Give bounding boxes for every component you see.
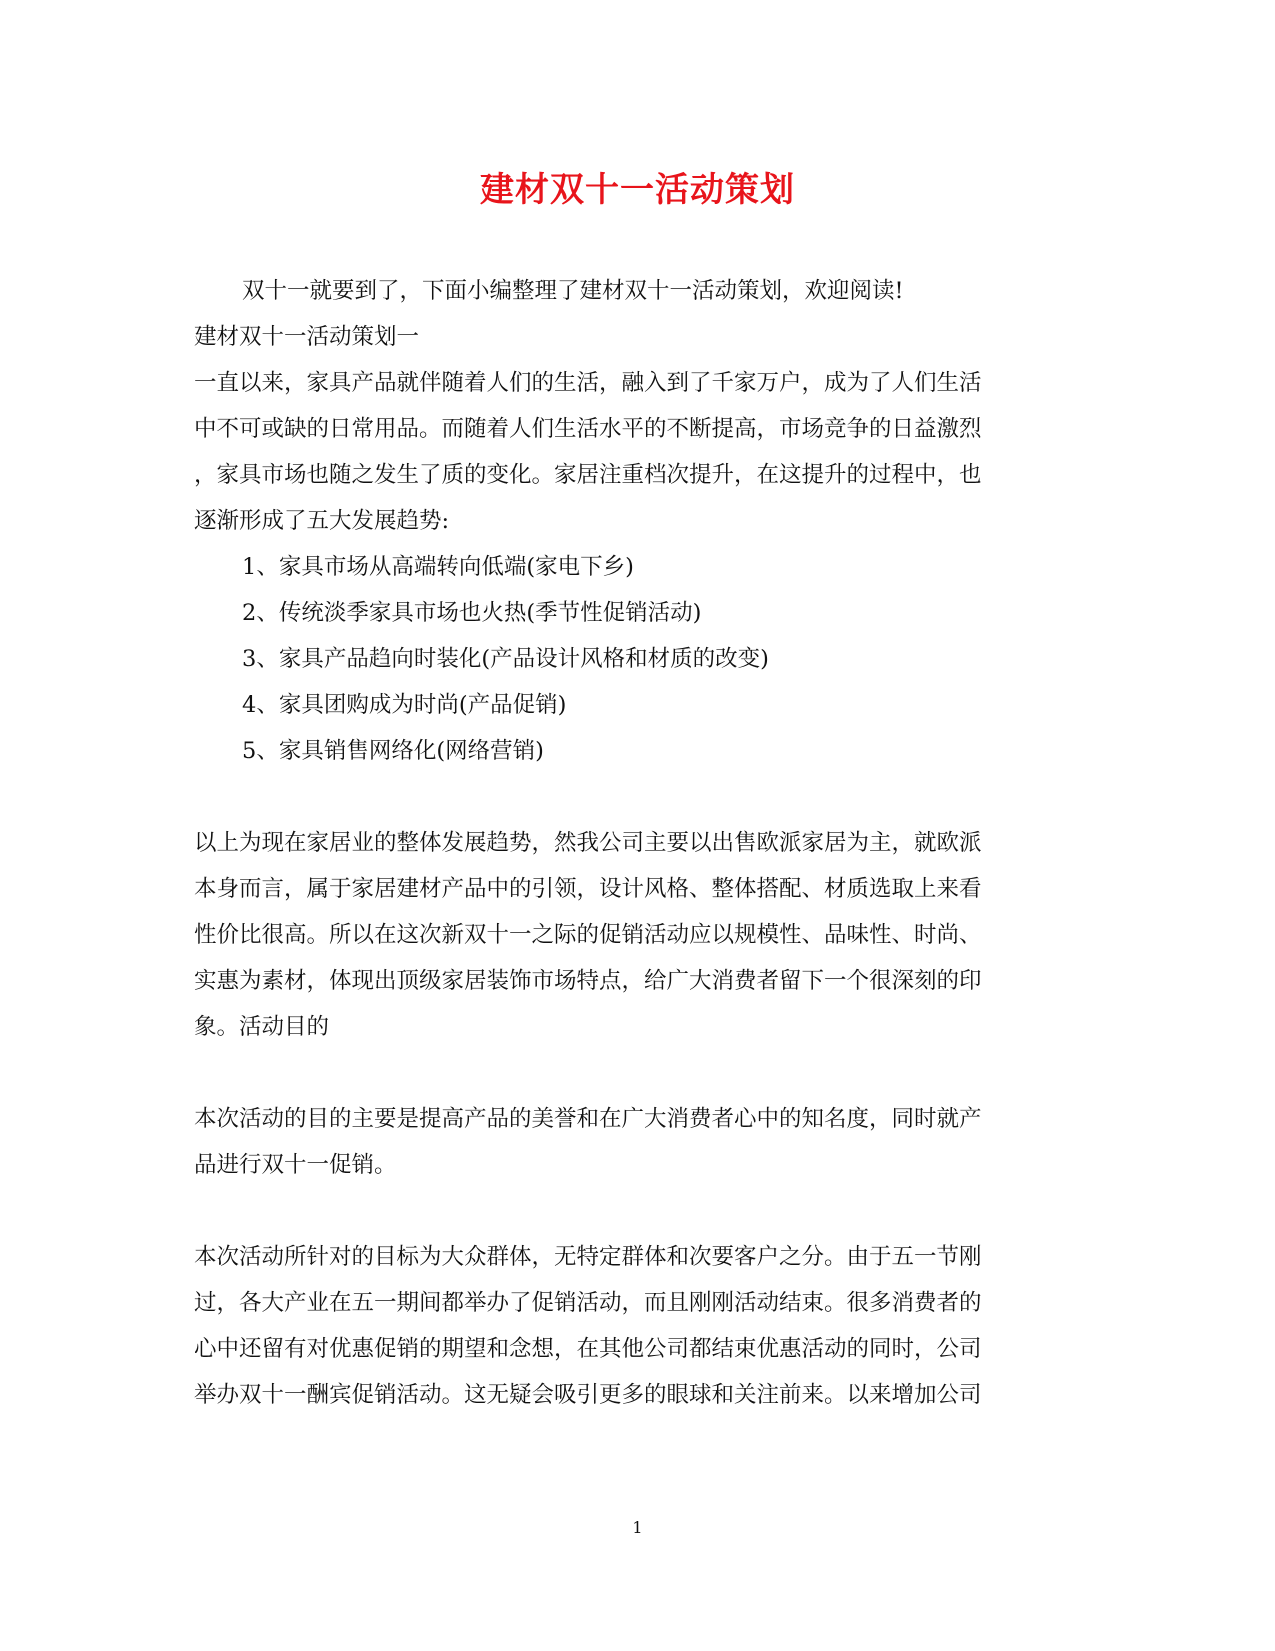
paragraph-1-line: 一直以来，家具产品就伴随着人们的生活，融入到了千家万户，成为了人们生活: [194, 370, 982, 396]
paragraph-1-line: 中不可或缺的日常用品。而随着人们生活水平的不断提高，市场竞争的日益激烈: [194, 416, 982, 442]
trend-list-item: 5、家具销售网络化(网络营销): [242, 738, 544, 764]
paragraph-2-line: 性价比很高。所以在这次新双十一之际的促销活动应以规模性、品味性、时尚、: [194, 922, 982, 948]
trend-list-item: 4、家具团购成为时尚(产品促销): [242, 692, 567, 718]
paragraph-3-line: 本次活动的目的主要是提高产品的美誉和在广大消费者心中的知名度，同时就产: [194, 1106, 982, 1132]
paragraph-1-line: 逐渐形成了五大发展趋势:: [194, 508, 450, 534]
paragraph-2-line: 象。活动目的: [194, 1014, 330, 1040]
paragraph-2-line: 实惠为素材，体现出顶级家居装饰市场特点，给广大消费者留下一个很深刻的印: [194, 968, 982, 994]
paragraph-4-line: 心中还留有对优惠促销的期望和念想，在其他公司都结束优惠活动的同时，公司: [194, 1336, 982, 1362]
page-number: 1: [632, 1518, 643, 1537]
paragraph-1-line: ，家具市场也随之发生了质的变化。家居注重档次提升，在这提升的过程中，也: [194, 462, 982, 488]
trend-list-item: 1、家具市场从高端转向低端(家电下乡): [242, 554, 634, 580]
paragraph-2-line: 本身而言，属于家居建材产品中的引领，设计风格、整体搭配、材质选取上来看: [194, 876, 982, 902]
paragraph-4-line: 本次活动所针对的目标为大众群体，无特定群体和次要客户之分。由于五一节刚: [194, 1244, 982, 1270]
paragraph-3-line: 品进行双十一促销。: [194, 1152, 397, 1178]
paragraph-4-line: 过，各大产业在五一期间都举办了促销活动，而且刚刚活动结束。很多消费者的: [194, 1290, 982, 1316]
trend-list-item: 2、传统淡季家具市场也火热(季节性促销活动): [242, 600, 702, 626]
document-title: 建材双十一活动策划: [480, 170, 795, 210]
intro-paragraph: 双十一就要到了，下面小编整理了建材双十一活动策划，欢迎阅读!: [242, 278, 904, 304]
trend-list-item: 3、家具产品趋向时装化(产品设计风格和材质的改变): [242, 646, 769, 672]
section-heading: 建材双十一活动策划一: [194, 324, 420, 350]
paragraph-2-line: 以上为现在家居业的整体发展趋势，然我公司主要以出售欧派家居为主，就欧派: [194, 830, 982, 856]
paragraph-4-line: 举办双十一酬宾促销活动。这无疑会吸引更多的眼球和关注前来。以来增加公司: [194, 1382, 982, 1408]
